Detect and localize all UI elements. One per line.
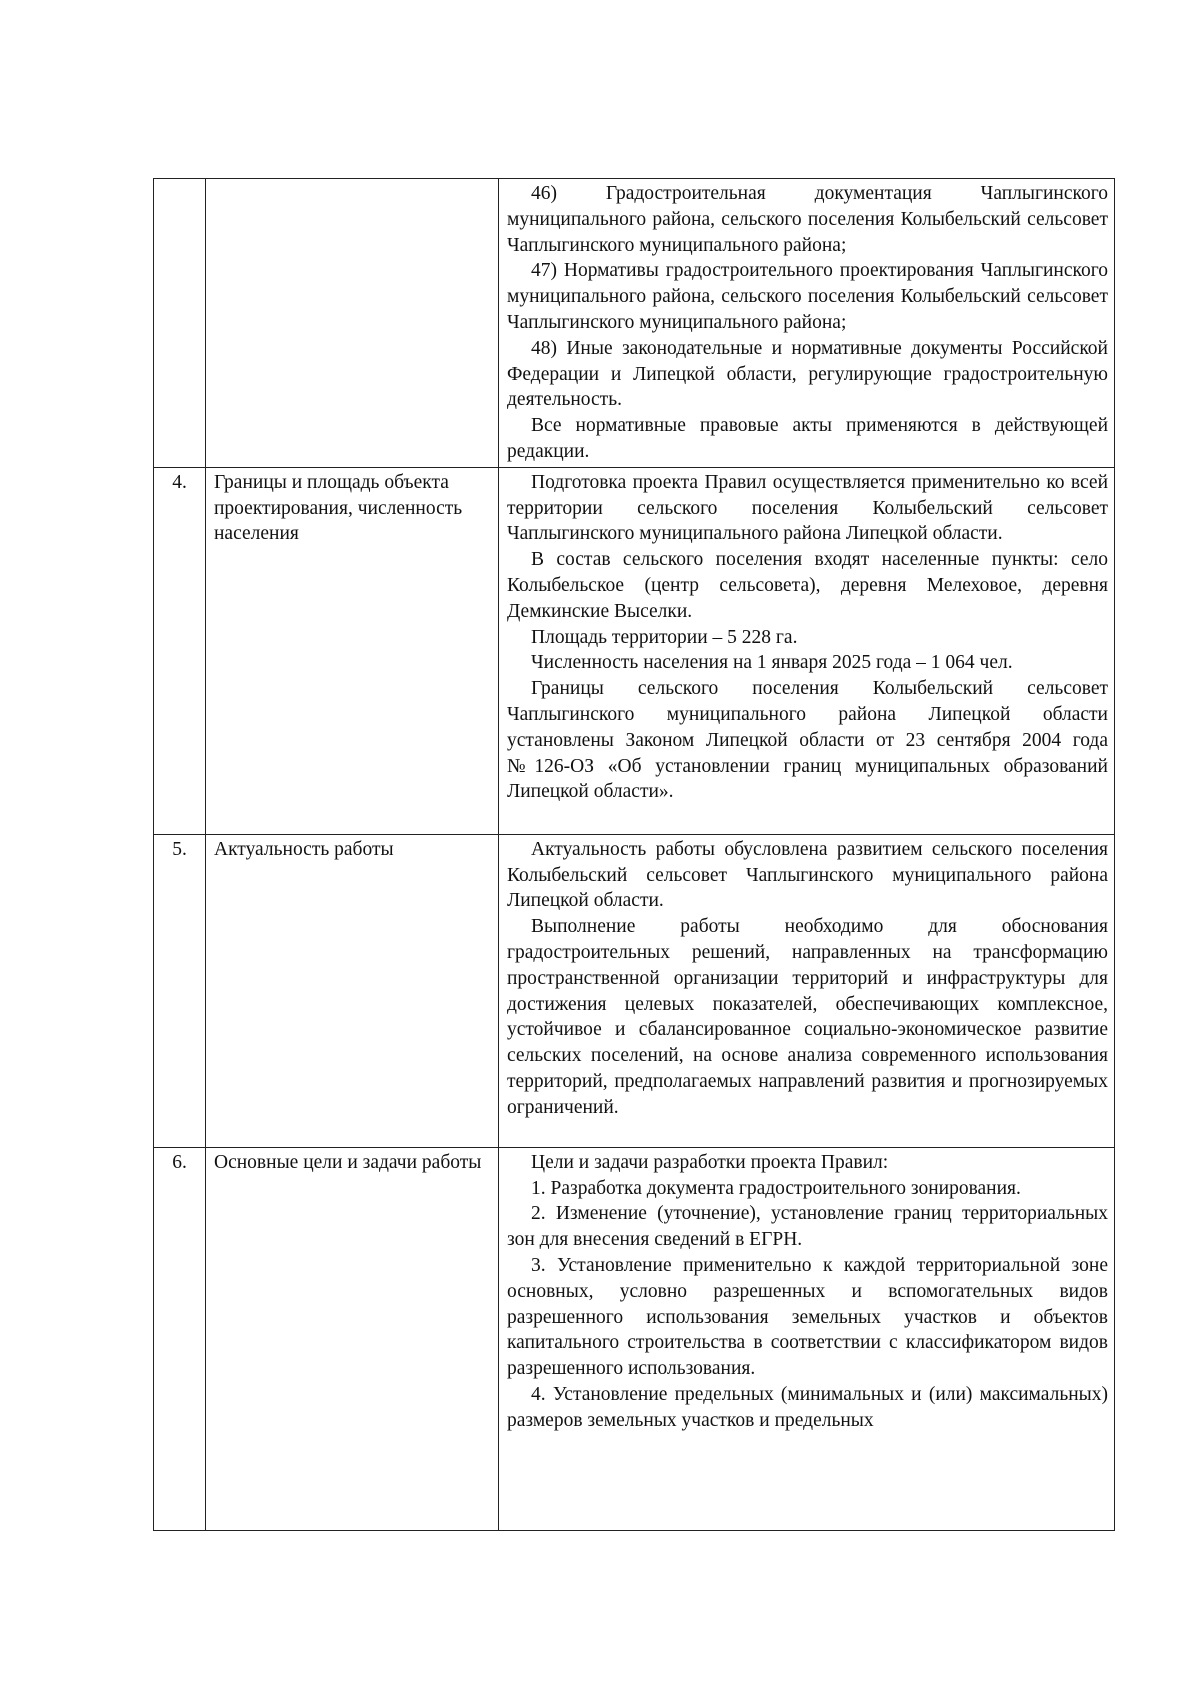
paragraph: Площадь территории – 5 228 га. (531, 626, 798, 648)
table-row (154, 179, 1115, 468)
paragraph: 3. Установление применительно к каждой территориальной зоне основных, условно разрешенных и вспомогательных видов разрешенного использования земельных участков и объектов капитального строительства в соответствии с классификатором видов разрешенного использования. (507, 1254, 1108, 1380)
table-row (154, 834, 1115, 1147)
row-number (154, 179, 206, 468)
paragraph: 46) Градостроительная документация Чаплыгинского муниципального района, сельского поселения Колыбельский сельсовет Чаплыгинского муниципального района; (507, 183, 1108, 256)
row-number: 4. (154, 467, 206, 834)
row-description (499, 834, 1115, 1147)
table-row (154, 1147, 1115, 1530)
row-title (206, 179, 499, 468)
paragraph: 47) Нормативы градостроительного проектирования Чаплыгинского муниципального района, сельского поселения Колыбельский сельсовет Чаплыгинского муниципального района; (507, 260, 1108, 333)
paragraph: 1. Разработка документа градостроительного зонирования. (531, 1177, 1021, 1199)
row-description (499, 1147, 1115, 1530)
paragraph: 48) Иные законодательные и нормативные документы Российской Федерации и Липецкой области, регулирующие градостроительную деятельность. (507, 337, 1108, 411)
document-table (153, 178, 1115, 1531)
table-row (154, 467, 1115, 834)
row-title: Основные цели и задачи работы (206, 1147, 499, 1530)
paragraph: Подготовка проекта Правил осуществляется применительно ко всей территории сельского поселения Колыбельский сельсовет Чаплыгинского муниципального района Липецкой области. (507, 471, 1108, 545)
paragraph: 4. Установление предельных (минимальных и (или) максимальных) размеров земельных участков и предельных (507, 1383, 1108, 1431)
paragraph: Все нормативные правовые акты применяются в действующей редакции. (507, 415, 1108, 462)
row-number: 5. (154, 834, 206, 1147)
row-description (499, 179, 1115, 468)
paragraph: Численность населения на 1 января 2025 года – 1 064 чел. (531, 652, 1013, 674)
paragraph: Цели и задачи разработки проекта Правил: (531, 1151, 889, 1173)
paragraph: 2. Изменение (уточнение), установление границ территориальных зон для внесения сведений в ЕГРН. (507, 1203, 1108, 1251)
paragraph: Выполнение работы необходимо для обоснования градостроительных решений, направленных на трансформацию пространственной организации территорий и инфраструктуры для достижения целевых показателей, обеспечивающих комплексное, устойчивое и сбалансированное социально-экономическое развитие сельских поселений, на основе анализа современного использования территорий, предполагаемых направлений развития и прогнозируемых ограничений. (507, 916, 1108, 1118)
paragraph: Актуальность работы обусловлена развитием сельского поселения Колыбельский сельсовет Чаплыгинского муниципального района Липецкой области. (507, 838, 1108, 912)
paragraph: В состав сельского поселения входят населенные пункты: село Колыбельское (центр сельсовета), деревня Мелеховое, деревня Демкинские Выселки. (507, 549, 1108, 622)
paragraph: Границы сельского поселения Колыбельский сельсовет Чаплыгинского муниципального района Липецкой области установлены Законом Липецкой области от 23 сентября 2004 года №126-ОЗ «Об установлении границ муниципальных образований Липецкой области». (507, 678, 1108, 803)
row-title: Границы и площадь объекта проектирования, численность населения (206, 467, 499, 834)
row-description (499, 467, 1115, 834)
row-number: 6. (154, 1147, 206, 1530)
row-title: Актуальность работы (206, 834, 499, 1147)
